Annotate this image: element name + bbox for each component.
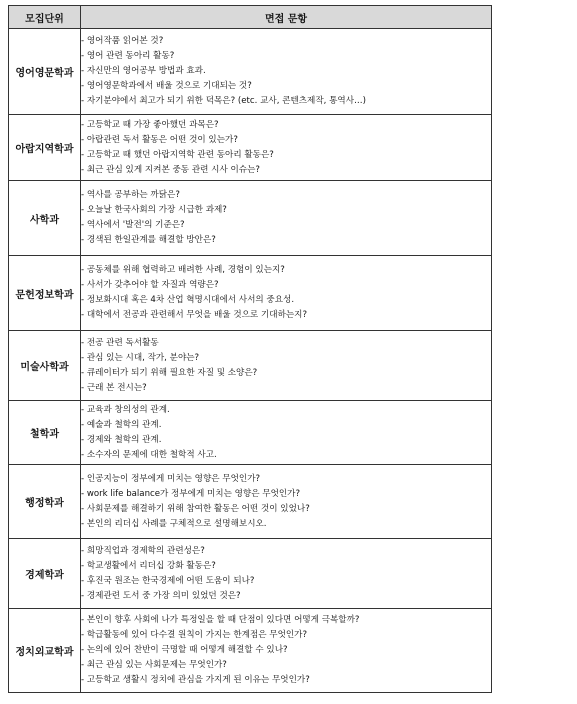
- question-item: - 본인의 리더십 사례를 구체적으로 설명해보시오.: [81, 517, 491, 532]
- table-row: [9, 331, 492, 401]
- department-name: 정치외교학과: [9, 609, 81, 693]
- question-item: - 영어영문학과에서 배울 것으로 기대되는 것?: [81, 79, 491, 94]
- question-list: [81, 403, 491, 463]
- table-row: [9, 465, 492, 539]
- question-list: [81, 544, 491, 604]
- question-item: - 경제와 철학의 관계.: [81, 433, 491, 448]
- question-item: - 희망직업과 경제학의 관련성은?: [81, 544, 491, 559]
- question-item: - 최근 관심 있게 지켜본 중동 관련 시사 이슈는?: [81, 163, 491, 178]
- question-item: - 경제관련 도서 중 가장 의미 있었던 것은?: [81, 589, 491, 604]
- question-list: [81, 118, 491, 178]
- question-item: - 학교생활에서 리더십 강화 활동은?: [81, 559, 491, 574]
- question-item: - 논의에 있어 찬반이 극명할 때 어떻게 해결할 수 있나?: [81, 643, 491, 658]
- header-unit: 모집단위: [9, 6, 81, 29]
- question-list: [81, 188, 491, 248]
- question-item: - 사서가 갖추어야 할 자질과 역량은?: [81, 278, 491, 293]
- question-item: - 소수자의 문제에 대한 철학적 사고.: [81, 448, 491, 463]
- table-row: [9, 609, 492, 693]
- question-cell: [81, 115, 492, 181]
- department-name: 사학과: [9, 181, 81, 256]
- question-item: - 교육과 창의성의 관계.: [81, 403, 491, 418]
- question-item: - 공동체를 위해 협력하고 배려한 사례, 경험이 있는지?: [81, 263, 491, 278]
- question-item: - 고등학교 때 했던 아랍지역학 관련 동아리 활동은?: [81, 148, 491, 163]
- question-item: - 고등학교 때 가장 좋아했던 과목은?: [81, 118, 491, 133]
- question-item: - 관심 있는 시대, 작가, 분야는?: [81, 351, 491, 366]
- question-cell: [81, 256, 492, 331]
- question-item: - 대학에서 전공과 관련해서 무엇을 배울 것으로 기대하는지?: [81, 308, 491, 323]
- question-item: - 근래 본 전시는?: [81, 381, 491, 396]
- department-name: 문헌정보학과: [9, 256, 81, 331]
- question-list: [81, 263, 491, 323]
- question-cell: [81, 465, 492, 539]
- question-cell: [81, 29, 492, 115]
- interview-questions-table: [8, 5, 492, 693]
- question-item: - 사회문제를 해결하기 위해 참여한 활동은 어떤 것이 있었나?: [81, 502, 491, 517]
- question-item: - 전공 관련 독서활동: [81, 336, 491, 351]
- question-item: - 후진국 원조는 한국경제에 어떤 도움이 되나?: [81, 574, 491, 589]
- department-name: 경제학과: [9, 539, 81, 609]
- question-item: - 영어작품 읽어본 것?: [81, 34, 491, 49]
- department-name: 행정학과: [9, 465, 81, 539]
- question-item: - 역사를 공부하는 까닭은?: [81, 188, 491, 203]
- question-item: - 큐레이터가 되기 위해 필요한 자질 및 소양은?: [81, 366, 491, 381]
- table-row: [9, 256, 492, 331]
- question-item: - 자신만의 영어공부 방법과 효과.: [81, 64, 491, 79]
- question-item: - 오늘날 한국사회의 가장 시급한 과제?: [81, 203, 491, 218]
- department-name: 아랍지역학과: [9, 115, 81, 181]
- question-item: - 최근 관심 있는 사회문제는 무엇인가?: [81, 658, 491, 673]
- question-cell: [81, 331, 492, 401]
- table-row: [9, 401, 492, 465]
- question-item: - 학급활동에 있어 다수결 원칙이 가지는 한계점은 무엇인가?: [81, 628, 491, 643]
- question-item: - 자기분야에서 최고가 되기 위한 덕목은? (etc. 교사, 콘텐츠제작, 통역사…): [81, 94, 491, 109]
- header-questions: 면접 문항: [81, 6, 492, 29]
- table-row: [9, 29, 492, 115]
- question-cell: [81, 181, 492, 256]
- question-item: - work life balance가 정부에게 미치는 영향은 무엇인가?: [81, 487, 491, 502]
- question-item: - 경색된 한일관계를 해결할 방안은?: [81, 233, 491, 248]
- table-row: [9, 181, 492, 256]
- question-item: - 고등학교 생활시 정치에 관심을 가지게 된 이유는 무엇인가?: [81, 673, 491, 688]
- question-item: - 아랍관련 독서 활동은 어떤 것이 있는가?: [81, 133, 491, 148]
- question-list: [81, 34, 491, 109]
- question-cell: [81, 609, 492, 693]
- question-item: - 정보화시대 혹은 4차 산업 혁명시대에서 사서의 중요성.: [81, 293, 491, 308]
- department-name: 철학과: [9, 401, 81, 465]
- question-item: - 역사에서 '발전'의 기준은?: [81, 218, 491, 233]
- question-list: [81, 336, 491, 396]
- header-row: [9, 6, 492, 29]
- question-list: [81, 613, 491, 688]
- question-item: - 본인이 향후 사회에 나가 특정일을 할 때 단점이 있다면 어떻게 극복할까?: [81, 613, 491, 628]
- question-list: [81, 472, 491, 532]
- question-item: - 인공지능이 정부에게 미치는 영향은 무엇인가?: [81, 472, 491, 487]
- question-cell: [81, 539, 492, 609]
- table-row: [9, 115, 492, 181]
- department-name: 미술사학과: [9, 331, 81, 401]
- question-item: - 예술과 철학의 관계.: [81, 418, 491, 433]
- question-cell: [81, 401, 492, 465]
- question-item: - 영어 관련 동아리 활동?: [81, 49, 491, 64]
- table-row: [9, 539, 492, 609]
- department-name: 영어영문학과: [9, 29, 81, 115]
